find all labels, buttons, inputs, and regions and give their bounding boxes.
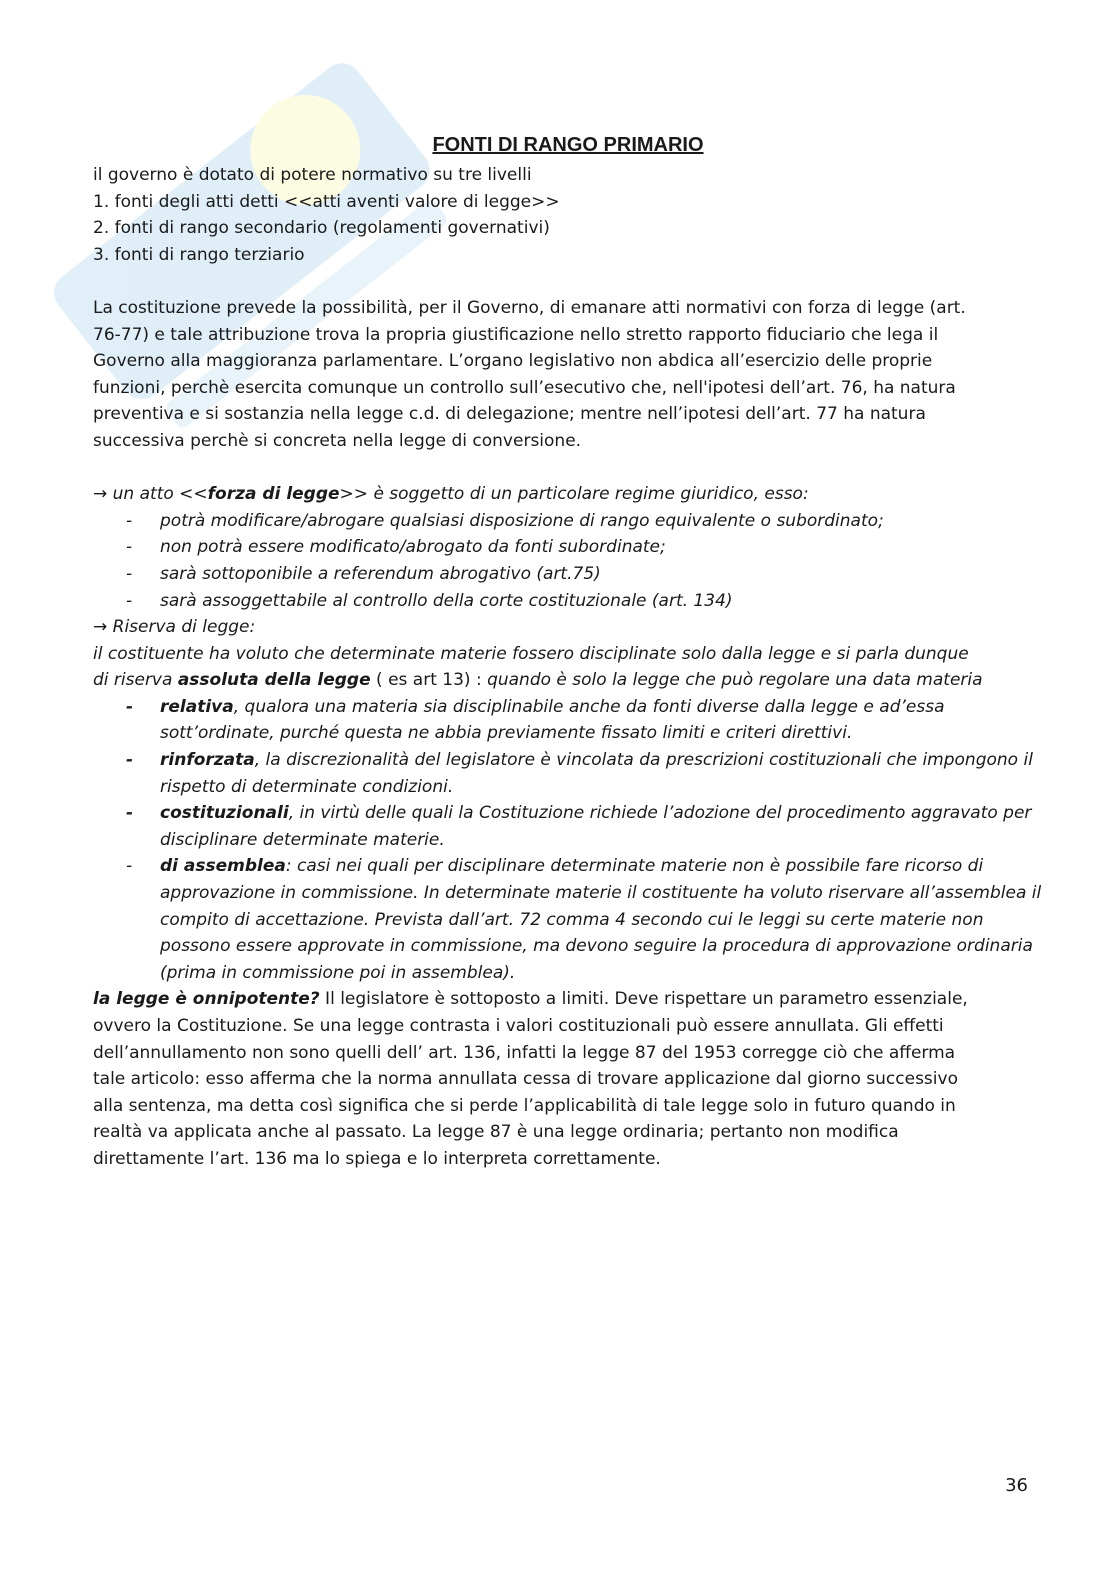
riserva-heading: → Riserva di legge: — [93, 617, 256, 638]
intro-item: 2. fonti di rango secondario (regolamenti governativi) — [93, 218, 550, 239]
para-line: Governo alla maggioranza parlamentare. L’organo legislativo non abdica all’esercizio delle proprie — [93, 351, 933, 372]
list-item: - sarà assoggettabile al controllo della corte costituzionale (art. 134) — [126, 590, 733, 611]
closing-line: dell’annullamento non sono quelli dell’ art. 136, infatti la legge 87 del 1953 corregge ciò che afferma — [93, 1042, 956, 1063]
para-line: funzioni, perchè esercita comunque un controllo sull’esecutivo che, nell'ipotesi dell’art. 76, ha natura — [93, 377, 956, 398]
list-item: - sarà sottoponibile a referendum abrogativo (art.75) — [126, 563, 601, 584]
closing-line: direttamente l’art. 136 ma lo spiega e lo interpreta correttamente. — [93, 1148, 661, 1169]
arrow-icon: → — [93, 484, 108, 505]
riserva-line: il costituente ha voluto che determinate materie fossero disciplinate solo dalla legge e si parla dunque — [93, 643, 969, 664]
intro-item: 3. fonti di rango terziario — [93, 244, 305, 265]
closing-line: ovvero la Costituzione. Se una legge contrasta i valori costituzionali può essere annullata. Gli effetti — [93, 1016, 944, 1036]
regime-lead: → un atto <<forza di legge>> è soggetto di un particolare regime giuridico, esso: — [93, 484, 809, 505]
list-item: - costituzionali, in virtù delle quali la Costituzione richiede l’adozione del procedimento aggravato per disciplinare determinate materie. — [126, 803, 1032, 850]
list-item: - rinforzata, la discrezionalità del legislatore è vincolata da prescrizioni costituzionali che impongono il rispetto di determinate condizioni. — [126, 750, 1033, 797]
closing-line: realtà va applicata anche al passato. La legge 87 è una legge ordinaria; pertanto non modifica — [93, 1122, 899, 1143]
closing-line: tale articolo: esso afferma che la norma annullata cessa di trovare applicazione dal giorno successivo — [93, 1069, 958, 1090]
list-item: - non potrà essere modificato/abrogato da fonti subordinate; — [126, 537, 666, 558]
closing-line: alla sentenza, ma detta così significa che si perde l’applicabilità di tale legge solo in futuro quando in — [93, 1095, 956, 1116]
intro-line: il governo è dotato di potere normativo su tre livelli — [93, 165, 532, 185]
riserva-list — [93, 694, 1043, 987]
para-line: successiva perchè si concreta nella legge di conversione. — [93, 430, 582, 451]
list-item: - potrà modificare/abrogare qualsiasi disposizione di rango equivalente o subordinato; — [126, 510, 884, 531]
document-page — [93, 130, 1043, 1173]
closing-line: la legge è onnipotente? Il legislatore è sottoposto a limiti. Deve rispettare un parametro essenziale, — [93, 989, 968, 1010]
riserva-line: di riserva assoluta della legge ( es art 13) : quando è solo la legge che può regolare una data materia — [93, 670, 983, 691]
para-line: preventiva e si sostanzia nella legge c.d. di delegazione; mentre nell’ipotesi dell’art. 77 ha natura — [93, 404, 926, 425]
para-line: 76-77) e tale attribuzione trova la propria giustificazione nello stretto rapporto fiduciario che lega il — [93, 324, 939, 345]
intro-item: 1. fonti degli atti detti <<atti aventi valore di legge>> — [93, 191, 560, 212]
page-title: FONTI DI RANGO PRIMARIO — [432, 134, 704, 156]
list-item: - relativa, qualora una materia sia disciplinabile anche da fonti diverse dalla legge e ad’essa sott’ordinate, purché questa ne abbia previamente fissato limiti e criteri direttivi. — [126, 696, 945, 744]
page-number: 36 — [1005, 1475, 1028, 1496]
regime-list — [93, 508, 1043, 614]
para-line: La costituzione prevede la possibilità, per il Governo, di emanare atti normativi con forza di legge (art. — [93, 297, 966, 318]
list-item: - di assemblea: casi nei quali per disciplinare determinate materie non è possibile fare ricorso di approvazione in commissione. In determinate materie il costituente ha voluto riservare all’assemblea il compito di accettazione. Prevista dall’art. 72 comma 4 secondo cui le leggi su certe materie non possono essere approvate in commissione, ma devono seguire la procedura di approvazione ordinaria (prima in commissione poi in assemblea). — [126, 856, 1042, 983]
